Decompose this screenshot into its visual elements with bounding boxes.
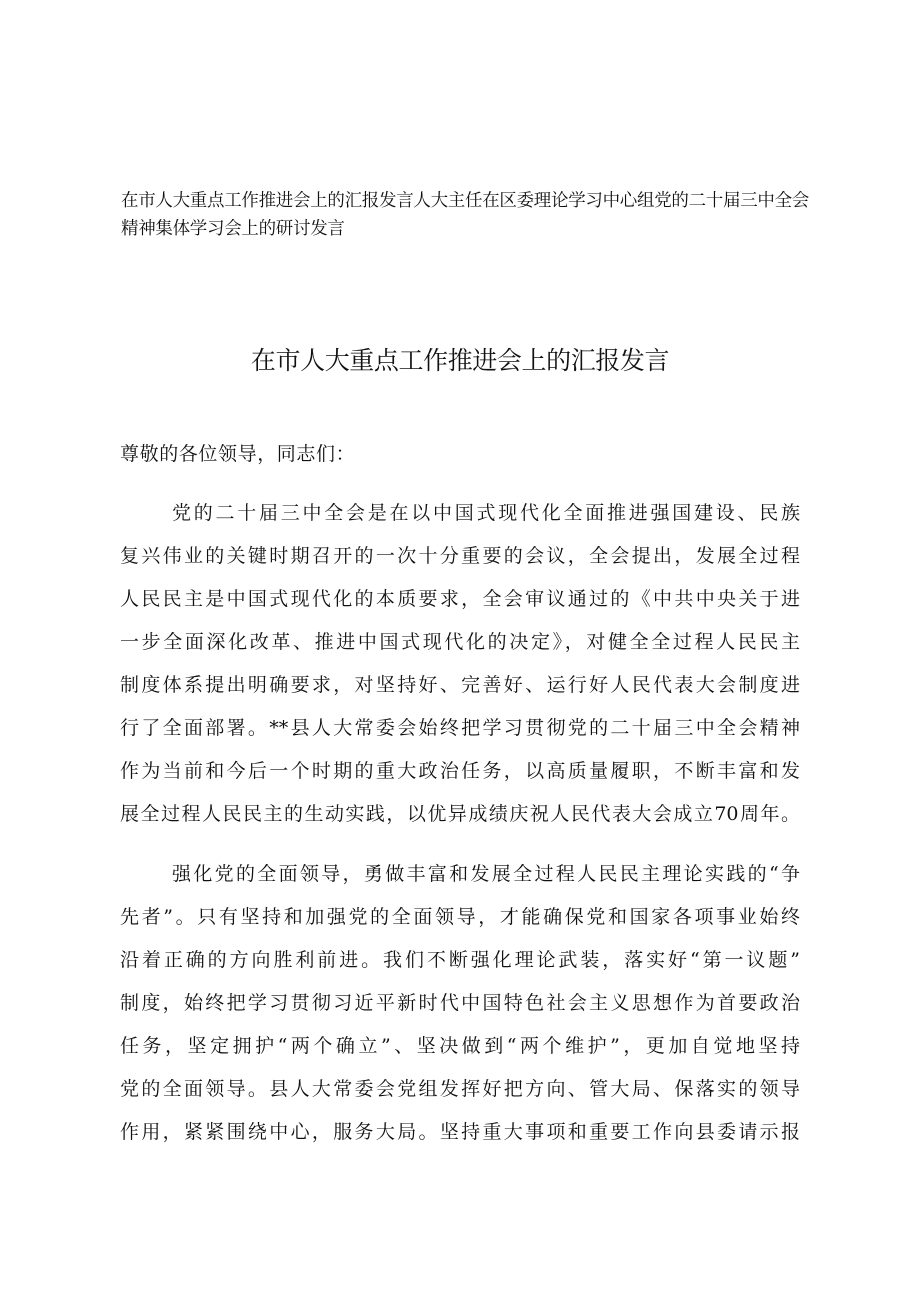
header-line-1: 在市人大重点工作推进会上的汇报发言人大主任在区委理论学习中心组党的二十届三中全会 bbox=[121, 191, 809, 211]
speech-title: 在市人大重点工作推进会上的汇报发言 bbox=[250, 346, 670, 375]
paragraph-line: 任务，坚定拥护“两个确立”、坚决做到“两个维护”，更加自觉地坚持 bbox=[120, 1035, 800, 1057]
paragraph-line: 制度体系提出明确要求，对坚持好、完善好、运行好人民代表大会制度进 bbox=[120, 674, 800, 696]
paragraph-line: 复兴伟业的关键时期召开的一次十分重要的会议，全会提出，发展全过程 bbox=[120, 545, 800, 567]
paragraph-line: 党的二十届三中全会是在以中国式现代化全面推进强国建设、民族 bbox=[172, 502, 800, 524]
paragraph-line: 强化党的全面领导，勇做丰富和发展全过程人民民主理论实践的“争 bbox=[172, 863, 800, 885]
paragraph-line: 制度，始终把学习贯彻习近平新时代中国特色社会主义思想作为首要政治 bbox=[120, 992, 800, 1014]
paragraph-line: 人民民主是中国式现代化的本质要求，全会审议通过的《中共中央关于进 bbox=[120, 588, 800, 610]
header-line-2: 精神集体学习会上的研讨发言 bbox=[121, 219, 345, 239]
paragraph bbox=[120, 853, 800, 1154]
document-header bbox=[121, 187, 811, 243]
paragraph-line: 作用，紧紧围绕中心，服务大局。坚持重大事项和重要工作向县委请示报 bbox=[120, 1121, 800, 1143]
salutation: 尊敬的各位领导，同志们： bbox=[120, 443, 356, 465]
paragraph-line: 行了全面部署。**县人大常委会始终把学习贯彻党的二十届三中全会精神 bbox=[120, 717, 800, 739]
paragraph-line: 党的全面领导。县人大常委会党组发挥好把方向、管大局、保落实的领导 bbox=[120, 1078, 800, 1100]
paragraph bbox=[120, 492, 800, 836]
paragraph-line: 作为当前和今后一个时期的重大政治任务，以高质量履职，不断丰富和发 bbox=[120, 760, 800, 782]
paragraph-line: 先者”。只有坚持和加强党的全面领导，才能确保党和国家各项事业始终 bbox=[120, 906, 800, 928]
speech-body bbox=[120, 434, 800, 1154]
paragraph-line: 一步全面深化改革、推进中国式现代化的决定》，对健全全过程人民民主 bbox=[120, 631, 800, 653]
paragraph-line: 展全过程人民民主的生动实践，以优异成绩庆祝人民代表大会成立70周年。 bbox=[120, 803, 800, 825]
paragraph-line: 沿着正确的方向胜利前进。我们不断强化理论武装，落实好“第一议题” bbox=[120, 949, 800, 971]
